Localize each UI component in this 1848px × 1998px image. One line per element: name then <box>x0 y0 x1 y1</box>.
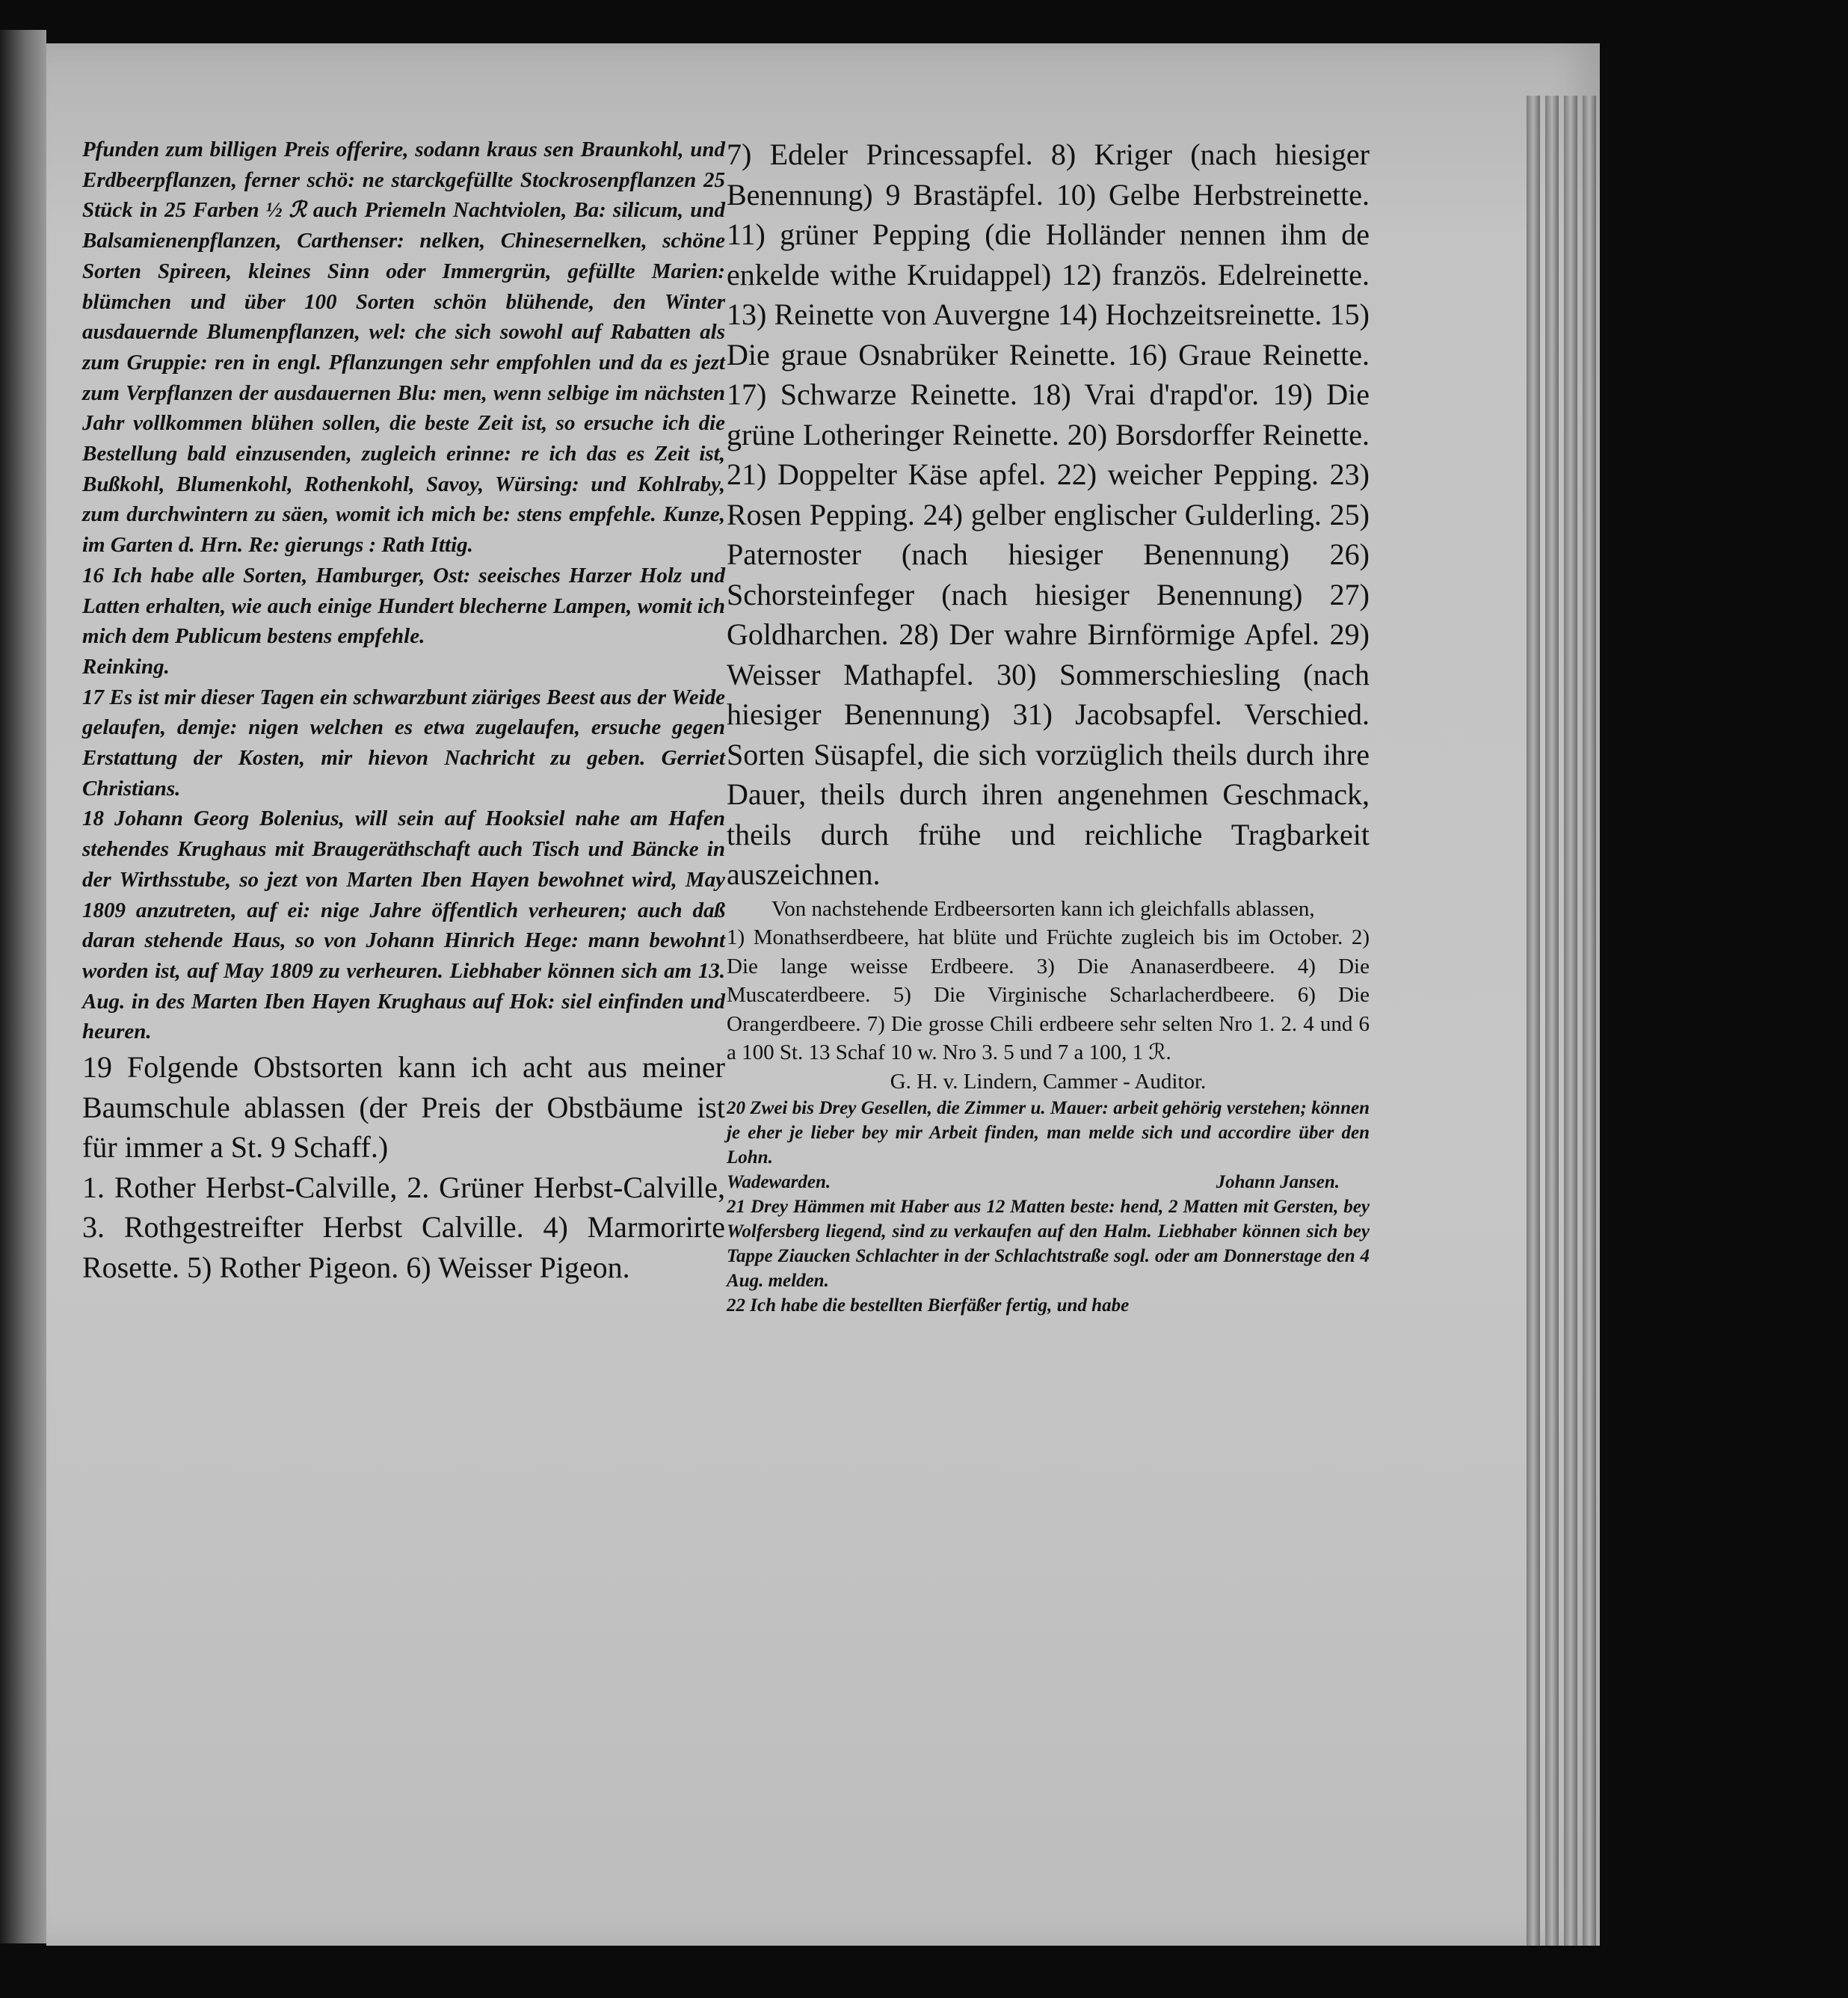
strawberry-list: 1) Monathserdbeere, hat blüte und Früchte zugleich bis im October. 2) Die lange weisse Erdbeere. 3) Die Ananaserdbeere. 4) Die Muscaterdbeere. 5) Die Virginische Scharlacherdbeere. 6) Die Orangerdbeere. 7) Die grosse Chili erdbeere sehr selten Nro 1. 2. 4 und 6 a 100 St. 13 Schaf 10 w. Nro 3. 5 und 7 a 100, 1 ℛ. <box>727 925 1370 1064</box>
notice-19-list: 1. Rother Herbst-Calville, 2. Grüner Herbst-Calville, 3. Rothgestreifter Herbst Calville. 4) Marmorirte Rosette. 5) Rother Pigeon. 6) Weisser Pigeon. <box>82 1170 725 1284</box>
notice-16-signature: Reinking. <box>82 654 170 679</box>
left-column <box>82 135 725 1287</box>
notice-20-name: Johann Jansen. <box>1216 1172 1340 1192</box>
notice-20-signature <box>727 1170 1370 1194</box>
page-stack-edge <box>1564 96 1577 1946</box>
notice-22: 22 Ich habe die bestellten Bierfäßer fertig, und habe <box>727 1295 1130 1316</box>
notice-18: 18 Johann Georg Bolenius, will sein auf Hooksiel nahe am Hafen stehendes Krughaus mit Braugeräthschaft auch Tisch und Bäncke in der Wirthsstube, so jezt von Marten Iben Hayen bewohnet wird, May 1809 anzutreten, auf ei: nige Jahre öffentlich verheuren; auch daß daran stehende Haus, so von Johann Hinrich Hege: mann bewohnt worden ist, auf May 1809 zu verheuren. Liebhaber können sich am 13. Aug. in des Marten Iben Hayen Krughaus auf Hok: siel einfinden und heuren. <box>82 807 725 1044</box>
strawberry-signature: G. H. v. Lindern, Cammer - Auditor. <box>890 1069 1207 1094</box>
notice-19-list-continued: 7) Edeler Princessapfel. 8) Kriger (nach hiesiger Benennung) 9 Brastäpfel. 10) Gelbe Herbstreinette. 11) grüner Pepping (die Holländer nennen ihm de enkelde withe Kruidappel) 12) französ. Edelreinette. 13) Reinette von Auvergne 14) Hochzeitsreinette. 15) Die graue Osnabrüker Reinette. 16) Graue Reinette. 17) Schwarze Reinette. 18) Vrai d'rapd'or. 19) Die grüne Lotheringer Reinette. 20) Borsdorffer Reinette. 21) Doppelter Käse apfel. 22) weicher Pepping. 23) Rosen Pepping. 24) gelber englischer Gulderling. 25) Paternoster (nach hiesiger Benennung) 26) Schorsteinfeger (nach hiesiger Benennung) 27) Goldharchen. 28) Der wahre Birnförmige Apfel. 29) Weisser Mathapfel. 30) Sommerschiesling (nach hiesiger Benennung) 31) Jacobsapfel. Verschied. Sorten Süsapfel, die sich vorzüglich theils durch ihre Dauer, theils durch ihren angenehmen Geschmack, theils durch frühe und reichliche Tragbarkeit auszeichnen. <box>727 138 1370 891</box>
notice-20-place: Wadewarden. <box>727 1172 831 1192</box>
strawberry-intro: Von nachstehende Erdbeersorten kann ich gleichfalls ablassen, <box>771 896 1315 921</box>
notice-16: 16 Ich habe alle Sorten, Hamburger, Ost: seeisches Harzer Holz und Latten erhalten, wie auch einige Hundert blecherne Lampen, womit ich mich dem Publicum bestens empfehle. <box>82 563 725 649</box>
notice-15-continuation: Pfunden zum billigen Preis offerire, sodann kraus sen Braunkohl, und Erdbeerpflanzen, ferner schö: ne starckgefüllte Stockrosenpflanzen 25 Stück in 25 Farben ½ ℛ auch Priemeln Nachtviolen, Ba: silicum, und Balsamienenpflanzen, Carthenser: nelken, Chinesernelken, schöne Sorten Spireen, kleines Sinn oder Immergrün, gefüllte Marien: blümchen und über 100 Sorten schön blühende, den Winter ausdauernde Blumenpflanzen, wel: che sich sowohl auf Rabatten als zum Gruppie: ren in engl. Pflanzungen sehr empfohlen und da es jezt zum Verpflanzen der ausdauernen Blu: men, wenn selbige im nächsten Jahr vollkommen blühen sollen, die beste Zeit ist, so ersuche ich die Bestellung bald einzusenden, zugleich erinne: re ich das es Zeit ist, Bußkohl, Blumenkohl, Rothenkohl, Savoy, Würsing: und Kohlraby, zum durchwintern zu säen, womit ich mich be: stens empfehle. Kunze, im Garten d. Hrn. Re: gierungs : Rath Ittig. <box>82 138 725 558</box>
book-binding-edge <box>0 30 46 1943</box>
page-stack-edge <box>1583 96 1596 1946</box>
notice-19: 19 Folgende Obstsorten kann ich acht aus meiner Baumschule ablassen (der Preis der Obstbäume ist für immer a St. 9 Schaff.) <box>82 1050 725 1165</box>
newspaper-page <box>46 43 1600 1946</box>
page-stack-edge <box>1527 96 1540 1946</box>
notice-17: 17 Es ist mir dieser Tagen ein schwarzbunt ziäriges Beest aus der Weide gelaufen, demje: nigen welchen es etwa zugelaufen, ersuche gegen Erstattung der Kosten, mir hievon Nachricht zu geben. Gerriet Christians. <box>82 685 725 801</box>
notice-21: 21 Drey Hämmen mit Haber aus 12 Matten beste: hend, 2 Matten mit Gersten, bey Wolfersberg liegend, sind zu verkaufen auf den Halm. Liebhaber können sich bey Tappe Ziaucken Schlachter in der Schlachtstraße sogl. oder am Donnerstage den 4 Aug. melden. <box>727 1197 1370 1291</box>
right-column <box>727 135 1370 1318</box>
notice-20: 20 Zwei bis Drey Gesellen, die Zimmer u. Mauer: arbeit gehörig verstehen; können je eher je lieber bey mir Arbeit finden, man melde sich und accordire über den Lohn. <box>727 1098 1370 1168</box>
page-stack-edge <box>1545 96 1559 1946</box>
